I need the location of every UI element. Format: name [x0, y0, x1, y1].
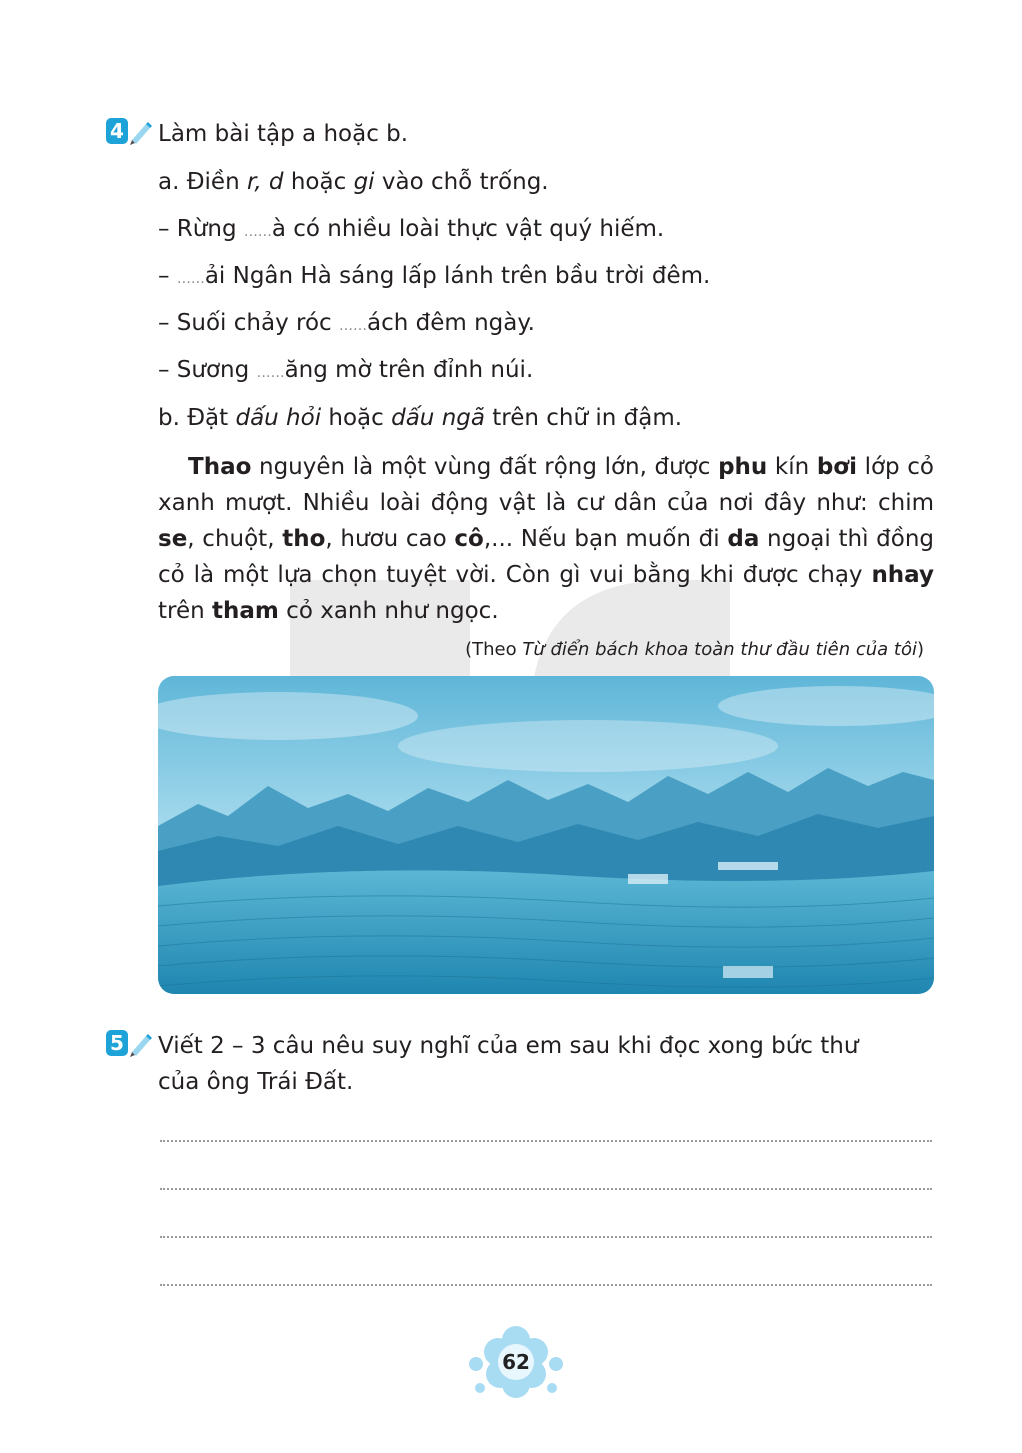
passage-text: kín [767, 454, 817, 480]
part-a-label [158, 166, 549, 198]
exercise-number: 4 [106, 118, 128, 144]
passage-text: trên [158, 598, 213, 624]
fill-blank[interactable]: …… [243, 224, 272, 240]
part-b-text: b. Đặt [158, 405, 236, 431]
exercise-4-badge [106, 118, 152, 148]
part-a-text: vào chỗ trống. [374, 169, 549, 195]
item-text: – Sương [158, 357, 257, 383]
bold-word: cô [454, 526, 484, 552]
bold-word: bơi [816, 454, 857, 480]
bold-word: phu [718, 454, 768, 480]
item-text: ải Ngân Hà sáng lấp lánh trên bầu trời đêm. [204, 263, 711, 289]
answer-line[interactable] [160, 1188, 932, 1190]
part-a-text: a. Điền [158, 169, 247, 195]
bold-word: nhay [871, 562, 934, 588]
exercise-5-badge [106, 1030, 152, 1060]
passage-text: ,... Nếu bạn muốn đi [483, 526, 728, 552]
bold-word: se [158, 526, 188, 552]
exercise-4-prompt: Làm bài tập a hoặc b. [158, 121, 409, 147]
answer-line[interactable] [160, 1140, 932, 1142]
answer-line[interactable] [160, 1236, 932, 1238]
pencil-icon [126, 118, 154, 146]
part-a-italic: gi [353, 169, 375, 195]
grassland-photo [158, 676, 934, 994]
item-text: à có nhiều loài thực vật quý hiếm. [271, 216, 665, 242]
source-citation [465, 636, 924, 664]
answer-line[interactable] [160, 1284, 932, 1286]
part-a-item [158, 260, 710, 295]
passage-text: , chuột, [187, 526, 283, 552]
passage-text: , hươu cao [325, 526, 455, 552]
page-number: 62 [502, 1350, 530, 1374]
pencil-icon [126, 1030, 154, 1058]
bold-word: da [727, 526, 760, 552]
part-b-text: hoặc [321, 405, 392, 431]
page-number-badge [466, 1326, 566, 1402]
item-text: ách đêm ngày. [366, 310, 535, 336]
item-text: – Rừng [158, 216, 244, 242]
bold-word: tho [282, 526, 326, 552]
part-b-italic: dấu ngã [391, 405, 485, 431]
passage-text: lớp cỏ xanh mượt. Nhiều loài động vật là cư dân của nơi đây như: chim [158, 454, 934, 516]
passage-text: ngoại thì đồng cỏ là một lựa chọn tuyệt vời. Còn gì vui bằng khi được chạy [158, 526, 935, 588]
fill-blank[interactable]: …… [256, 365, 285, 381]
part-b-italic: dấu hỏi [235, 405, 322, 431]
source-text: ) [916, 639, 924, 660]
fill-blank[interactable]: …… [338, 318, 367, 334]
bold-word: Thao [188, 454, 252, 480]
exercise-5-prompt-line1: Viết 2 – 3 câu nêu suy nghĩ của em sau khi đọc xong bức thư [158, 1033, 859, 1059]
bold-word: tham [212, 598, 279, 624]
passage-text: cỏ xanh như ngọc. [278, 598, 499, 624]
part-a-italic: r, d [246, 169, 284, 195]
exercise-number: 5 [106, 1030, 128, 1056]
landscape-illustration [158, 676, 934, 994]
passage [158, 449, 934, 629]
item-text: – Suối chảy róc [158, 310, 339, 336]
part-a-item [158, 213, 664, 248]
part-a-text: hoặc [283, 169, 354, 195]
part-b-text: trên chữ in đậm. [484, 405, 683, 431]
source-title: Từ điển bách khoa toàn thư đầu tiên của tôi [522, 639, 917, 660]
item-text: – [158, 263, 177, 289]
passage-text: nguyên là một vùng đất rộng lớn, được [251, 454, 719, 480]
exercise-5-prompt-line2: của ông Trái Đất. [158, 1069, 354, 1095]
source-text: (Theo [465, 639, 523, 660]
part-a-item [158, 354, 533, 389]
part-b-label [158, 402, 682, 434]
fill-blank[interactable]: …… [176, 271, 205, 287]
item-text: ăng mờ trên đỉnh núi. [284, 357, 534, 383]
part-a-item [158, 307, 535, 342]
